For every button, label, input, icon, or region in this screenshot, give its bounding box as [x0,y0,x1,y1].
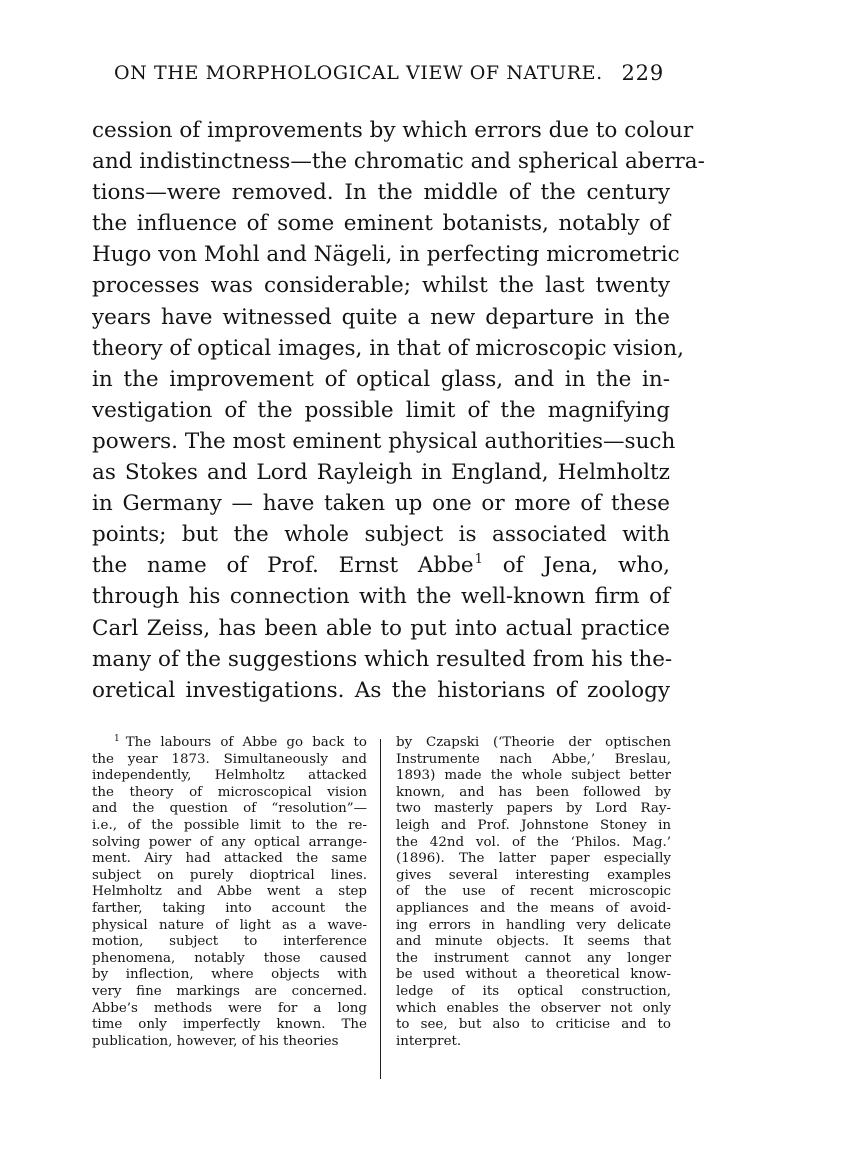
body-line: the influence of some eminent botanists, notably of [92,211,670,237]
body-line: powers. The most eminent physical authorities—such [92,428,676,454]
footnote-line: ing errors in handling very delicate [396,917,671,933]
footnote-line: leigh and Prof. Johnstone Stoney in [396,817,671,833]
footnote-line: (1896). The latter paper especially [396,851,671,867]
page-header [92,62,670,92]
footnote-line: be used without a theoretical know- [396,967,671,983]
body-line: points; but the whole subject is associated with [92,522,670,548]
page-number: 229 [621,61,664,85]
body-line: tions—were removed. In the middle of the century [92,180,670,206]
footnote-line: time only imperfectly known. The [92,1017,367,1033]
body-line-head: the name of Prof. Ernst Abbe [92,553,474,579]
footnote-line: appliances and the means of avoid- [396,900,671,916]
footnote-line: the year 1873. Simultaneously and [92,751,367,767]
body-line: processes was considerable; whilst the last twenty [92,273,670,299]
footnote-line: Abbe’s methods were for a long [92,1000,367,1016]
footnote-line: 1893) made the whole subject better [396,768,671,784]
footnote-line: physical nature of light as a wave- [92,917,367,933]
body-line: years have witnessed quite a new departure in the [92,304,670,330]
body-line-tail: of Jena, who, [482,553,670,579]
body-line: Carl Zeiss, has been able to put into actual practice [92,615,670,641]
footnote-line: publication, however, of his theories [92,1033,339,1049]
body-line: oretical investigations. As the historians of zoology [92,677,670,703]
footnote-line: the 42nd vol. of the ‘Philos. Mag.’ [396,834,671,850]
footnote-line: ment. Airy had attacked the same [92,851,367,867]
footnote-line: very fine markings are concerned. [92,983,367,999]
footnote-line: independently, Helmholtz attacked [92,768,367,784]
footnote-column-right [396,735,671,1050]
footnote-line: Instrumente nach Abbe,’ Breslau, [396,751,671,767]
footnote-line: known, and has been followed by [396,784,671,800]
footnote-line: i.e., of the possible limit to the re- [92,817,367,833]
footnote-marker: 1 [114,734,120,744]
body-line: through his connection with the well-known firm of [92,584,670,610]
body-line: theory of optical images, in that of microscopic vision, [92,335,684,361]
footnote-line: gives several interesting examples [396,867,671,883]
footnote-line: by Czapski (‘Theorie der optischen [396,735,671,750]
footnote-line: which enables the observer not only [396,1000,671,1016]
footnote-line: Helmholtz and Abbe went a step [92,884,367,900]
footnote-line: solving power of any optical arrange- [92,834,367,850]
footnote-line: and minute objects. It seems that [396,934,671,950]
footnote-line: farther, taking into account the [92,900,367,916]
footnote-column-left [92,735,367,1050]
body-line: vestigation of the possible limit of the magnifying [92,397,670,423]
body-line: and indistinctness—the chromatic and spherical aberra- [92,149,705,175]
footnote-block [92,735,670,1080]
body-line: cession of improvements by which errors due to colour [92,118,694,143]
footnote-line: subject on purely dioptrical lines. [92,867,367,883]
footnote-line [92,735,367,752]
footnote-line: ledge of its optical construction, [396,983,671,999]
body-line: in the improvement of optical glass, and in the in- [92,366,670,392]
footnote-line-text: The labours of Abbe go back to [125,735,367,750]
body-text [92,115,705,706]
footnote-line: by inflection, where objects with [92,967,367,983]
footnote-line: of the use of recent microscopic [396,884,671,900]
footnote-line: motion, subject to interference [92,934,367,950]
footnote-column-divider [380,739,381,1079]
footnote-reference[interactable]: 1 [474,552,483,568]
footnote-line: two masterly papers by Lord Ray- [396,801,671,817]
footnote-line: to see, but also to criticise and to [396,1017,671,1033]
running-title: ON THE MORPHOLOGICAL VIEW OF NATURE. [114,62,603,84]
footnote-line: interpret. [396,1033,462,1049]
body-line: as Stokes and Lord Rayleigh in England, Helmholtz [92,460,670,486]
footnote-line: and the question of “resolution”— [92,801,367,817]
footnote-line: the theory of microscopical vision [92,784,367,800]
body-line-with-footnote-ref [92,550,670,581]
body-line: many of the suggestions which resulted from his the- [92,646,673,672]
footnote-line: the instrument cannot any longer [396,950,671,966]
footnote-line: phenomena, notably those caused [92,950,367,966]
body-line: in Germany — have taken up one or more of these [92,491,670,517]
body-line: Hugo von Mohl and Nägeli, in perfecting micrometric [92,242,680,268]
